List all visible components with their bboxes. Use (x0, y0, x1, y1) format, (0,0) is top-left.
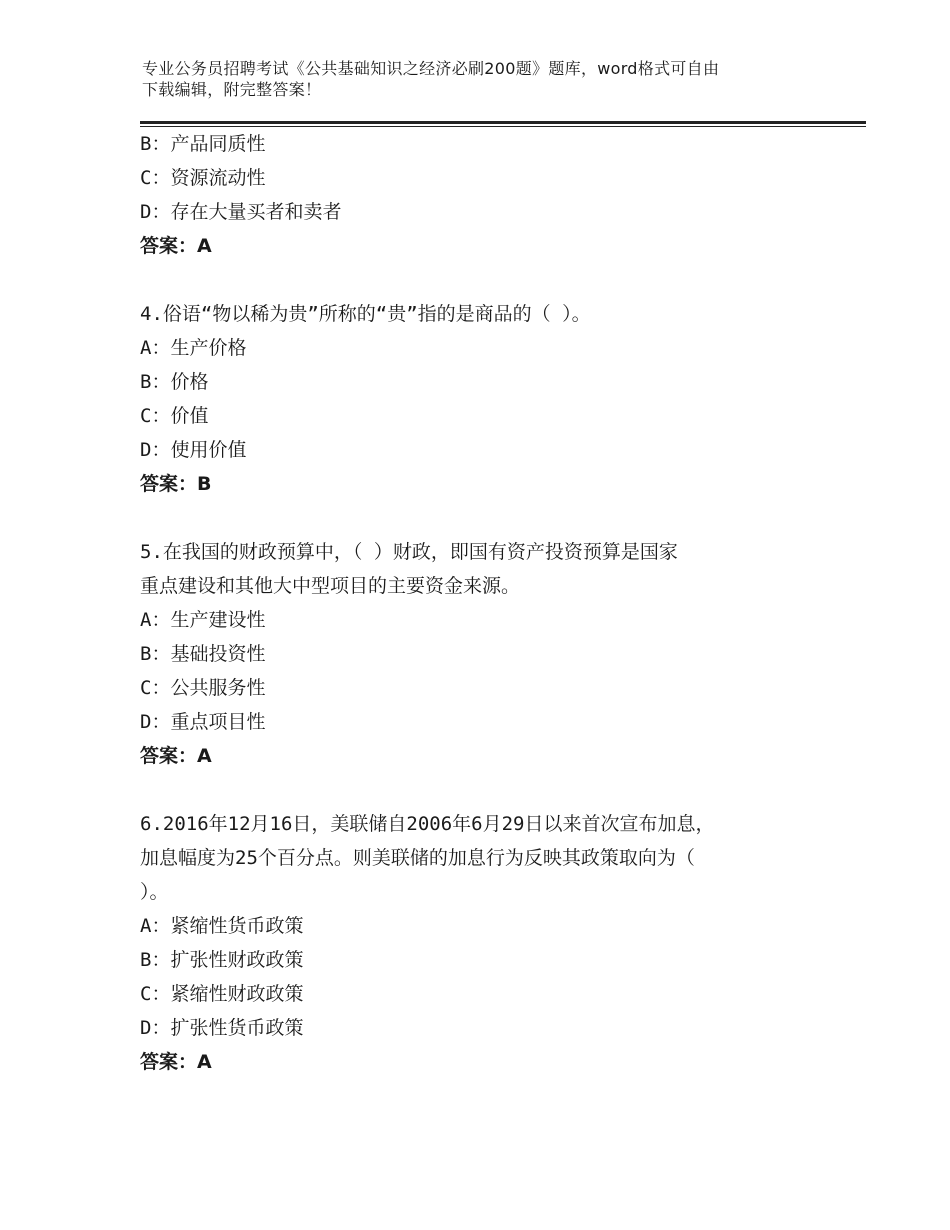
question-stem-line-2: 重点建设和其他大中型项目的主要资金来源。 (140, 575, 521, 597)
answer-line: 答案：B (140, 473, 212, 495)
question-stem-line-2: 加息幅度为25个百分点。则美联储的加息行为反映其政策取向为（ (140, 847, 695, 869)
question-stem-line-3: ）。 (140, 881, 169, 903)
answer-line: 答案：A (140, 1051, 212, 1073)
option-b: B：基础投资性 (140, 643, 266, 665)
option-d: D：扩张性货币政策 (140, 1017, 304, 1039)
spacer (140, 263, 820, 297)
option-c: C：公共服务性 (140, 677, 266, 699)
option-b: B：价格 (140, 371, 209, 393)
question-3-partial (140, 127, 820, 263)
question-stem-line-1: 5.在我国的财政预算中，（ ）财政，即国有资产投资预算是国家 (140, 541, 678, 563)
option-a: A：生产价格 (140, 337, 247, 359)
option-c: C：紧缩性财政政策 (140, 983, 304, 1005)
answer-line: 答案：A (140, 745, 212, 767)
option-d: D：存在大量买者和卖者 (140, 201, 342, 223)
question-6 (140, 807, 820, 1079)
option-b: B：扩张性财政政策 (140, 949, 304, 971)
header-divider-thick (140, 121, 866, 124)
option-d: D：使用价值 (140, 439, 247, 461)
header-line-2: 下载编辑，附完整答案！ (142, 80, 322, 99)
spacer (140, 501, 820, 535)
question-stem: 4.俗语“物以稀为贵”所称的“贵”指的是商品的（ ）。 (140, 303, 591, 325)
option-a: A：生产建设性 (140, 609, 266, 631)
question-stem-line-1: 6.2016年12月16日，美联储自2006年6月29日以来首次宣布加息， (140, 813, 715, 835)
answer-line: 答案：A (140, 235, 212, 257)
page-header (142, 58, 822, 100)
question-4 (140, 297, 820, 501)
header-line-1: 专业公务员招聘考试《公共基础知识之经济必刷200题》题库，word格式可自由 (142, 59, 720, 78)
question-list (140, 127, 820, 1079)
question-5 (140, 535, 820, 773)
option-a: A：紧缩性货币政策 (140, 915, 304, 937)
option-d: D：重点项目性 (140, 711, 266, 733)
option-b: B：产品同质性 (140, 133, 266, 155)
option-c: C：资源流动性 (140, 167, 266, 189)
option-c: C：价值 (140, 405, 209, 427)
spacer (140, 773, 820, 807)
